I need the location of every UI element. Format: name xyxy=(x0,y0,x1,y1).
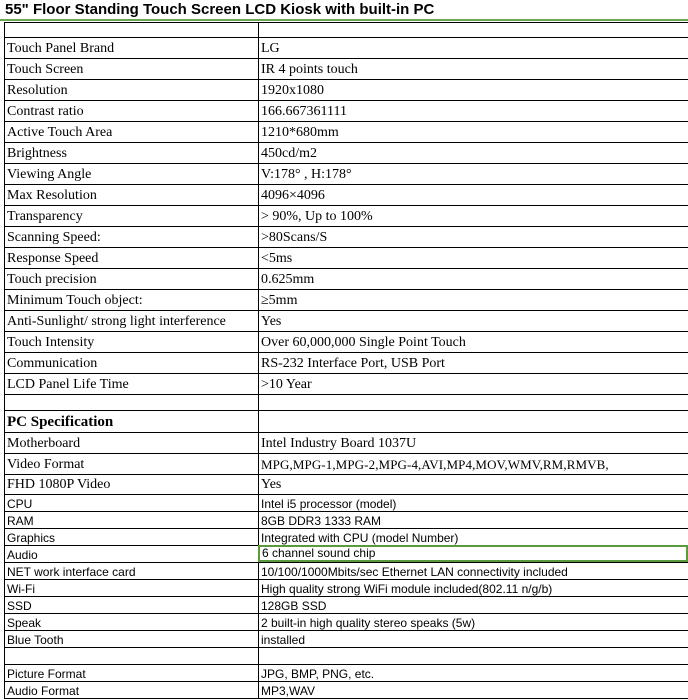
spec-value: 166.667361111 xyxy=(258,100,688,121)
spec-row xyxy=(4,37,688,58)
spec-row xyxy=(4,331,688,352)
spec-label: RAM xyxy=(4,511,258,528)
spec-label: Minimum Touch object: xyxy=(4,289,258,310)
spec-row xyxy=(4,205,688,226)
spec-row xyxy=(4,562,688,579)
spec-label: Audio Format xyxy=(4,681,258,698)
spec-label: Transparency xyxy=(4,205,258,226)
spec-row xyxy=(4,373,688,394)
spec-value: 450cd/m2 xyxy=(258,142,688,163)
spec-label: Touch Screen xyxy=(4,58,258,79)
spec-row xyxy=(4,22,688,37)
spec-value: MPG,MPG-1,MPG-2,MPG-4,AVI,MP4,MOV,WMV,RM,RMVB, xyxy=(258,453,688,474)
spec-value: 8GB DDR3 1333 RAM xyxy=(258,511,688,528)
spec-value: 1920x1080 xyxy=(258,79,688,100)
spec-label: Scanning Speed: xyxy=(4,226,258,247)
spec-value: V:178° , H:178° xyxy=(258,163,688,184)
spec-row xyxy=(4,579,688,596)
spec-value xyxy=(258,410,688,432)
spec-value: >80Scans/S xyxy=(258,226,688,247)
page-title: 55" Floor Standing Touch Screen LCD Kiosk with built-in PC xyxy=(5,1,435,18)
table-bottom-border xyxy=(4,698,688,699)
spec-label: Response Speed xyxy=(4,247,258,268)
spec-label: Graphics xyxy=(4,528,258,545)
spec-label: CPU xyxy=(4,494,258,511)
spec-label: Wi-Fi xyxy=(4,579,258,596)
spec-row xyxy=(4,432,688,453)
spec-value: 1210*680mm xyxy=(258,121,688,142)
title-underline xyxy=(0,19,688,21)
spec-label: Motherboard xyxy=(4,432,258,453)
spec-value: Yes xyxy=(258,474,688,494)
spec-value: ≥5mm xyxy=(258,289,688,310)
spec-row xyxy=(4,494,688,511)
spec-value: installed xyxy=(258,630,688,647)
spec-value: Intel Industry Board 1037U xyxy=(258,432,688,453)
spec-value xyxy=(258,394,688,410)
spec-row xyxy=(4,121,688,142)
spec-label: Active Touch Area xyxy=(4,121,258,142)
spec-row xyxy=(4,613,688,630)
spec-value: Intel i5 processor (model) xyxy=(258,494,688,511)
spec-label: NET work interface card xyxy=(4,562,258,579)
spec-row xyxy=(4,647,688,664)
spec-value: IR 4 points touch xyxy=(258,58,688,79)
spec-row xyxy=(4,596,688,613)
spec-row xyxy=(4,474,688,494)
spec-label: Viewing Angle xyxy=(4,163,258,184)
spec-label: Brightness xyxy=(4,142,258,163)
section-title: PC Specification xyxy=(4,410,258,432)
spec-value xyxy=(258,647,688,664)
spec-value: Integrated with CPU (model Number) xyxy=(258,528,688,545)
spec-label: FHD 1080P Video xyxy=(4,474,258,494)
spec-label: Resolution xyxy=(4,79,258,100)
spec-label: Video Format xyxy=(4,453,258,474)
spec-value: >10 Year xyxy=(258,373,688,394)
spec-row xyxy=(4,142,688,163)
spec-row xyxy=(4,664,688,681)
spec-label xyxy=(4,394,258,410)
spec-row xyxy=(4,184,688,205)
spec-label: Speak xyxy=(4,613,258,630)
spec-row xyxy=(4,100,688,121)
spec-label: Blue Tooth xyxy=(4,630,258,647)
spec-value-selected: 6 channel sound chip xyxy=(258,545,688,562)
spec-row xyxy=(4,79,688,100)
spec-value: LG xyxy=(258,37,688,58)
spec-row xyxy=(4,226,688,247)
spec-value: JPG, BMP, PNG, etc. xyxy=(258,664,688,681)
spec-label: Touch Panel Brand xyxy=(4,37,258,58)
spec-value: 0.625mm xyxy=(258,268,688,289)
spec-row xyxy=(4,511,688,528)
spec-row xyxy=(4,289,688,310)
spec-row xyxy=(4,247,688,268)
spec-value: 2 built-in high quality stereo speaks (5w) xyxy=(258,613,688,630)
spec-row xyxy=(4,268,688,289)
spec-row xyxy=(4,58,688,79)
spec-row xyxy=(4,453,688,474)
spec-value: MP3,WAV xyxy=(258,681,688,698)
spec-value: 10/100/1000Mbits/sec Ethernet LAN connectivity included xyxy=(258,562,688,579)
spec-row xyxy=(4,528,688,545)
spec-label xyxy=(4,647,258,664)
spec-value: High quality strong WiFi module included(802.11 n/g/b) xyxy=(258,579,688,596)
spec-label: Communication xyxy=(4,352,258,373)
spec-value: <5ms xyxy=(258,247,688,268)
spec-row xyxy=(4,545,688,562)
spec-row xyxy=(4,630,688,647)
spec-label: Contrast ratio xyxy=(4,100,258,121)
spec-label: SSD xyxy=(4,596,258,613)
spec-label: Max Resolution xyxy=(4,184,258,205)
spec-row xyxy=(4,310,688,331)
spec-value: > 90%, Up to 100% xyxy=(258,205,688,226)
spec-row xyxy=(4,394,688,410)
spec-value xyxy=(258,22,688,37)
spec-label: Touch precision xyxy=(4,268,258,289)
spec-value: Over 60,000,000 Single Point Touch xyxy=(258,331,688,352)
spec-value: 128GB SSD xyxy=(258,596,688,613)
spec-value: Yes xyxy=(258,310,688,331)
spec-value: RS-232 Interface Port, USB Port xyxy=(258,352,688,373)
spec-label: Picture Format xyxy=(4,664,258,681)
section-header-row xyxy=(4,410,688,432)
spec-row xyxy=(4,352,688,373)
spec-label: Touch Intensity xyxy=(4,331,258,352)
spec-label: LCD Panel Life Time xyxy=(4,373,258,394)
spec-label: Anti-Sunlight/ strong light interference xyxy=(4,310,258,331)
spec-label: Audio xyxy=(4,545,258,562)
spec-value: 4096×4096 xyxy=(258,184,688,205)
spec-label xyxy=(4,22,258,37)
spec-row xyxy=(4,163,688,184)
spec-row xyxy=(4,681,688,698)
